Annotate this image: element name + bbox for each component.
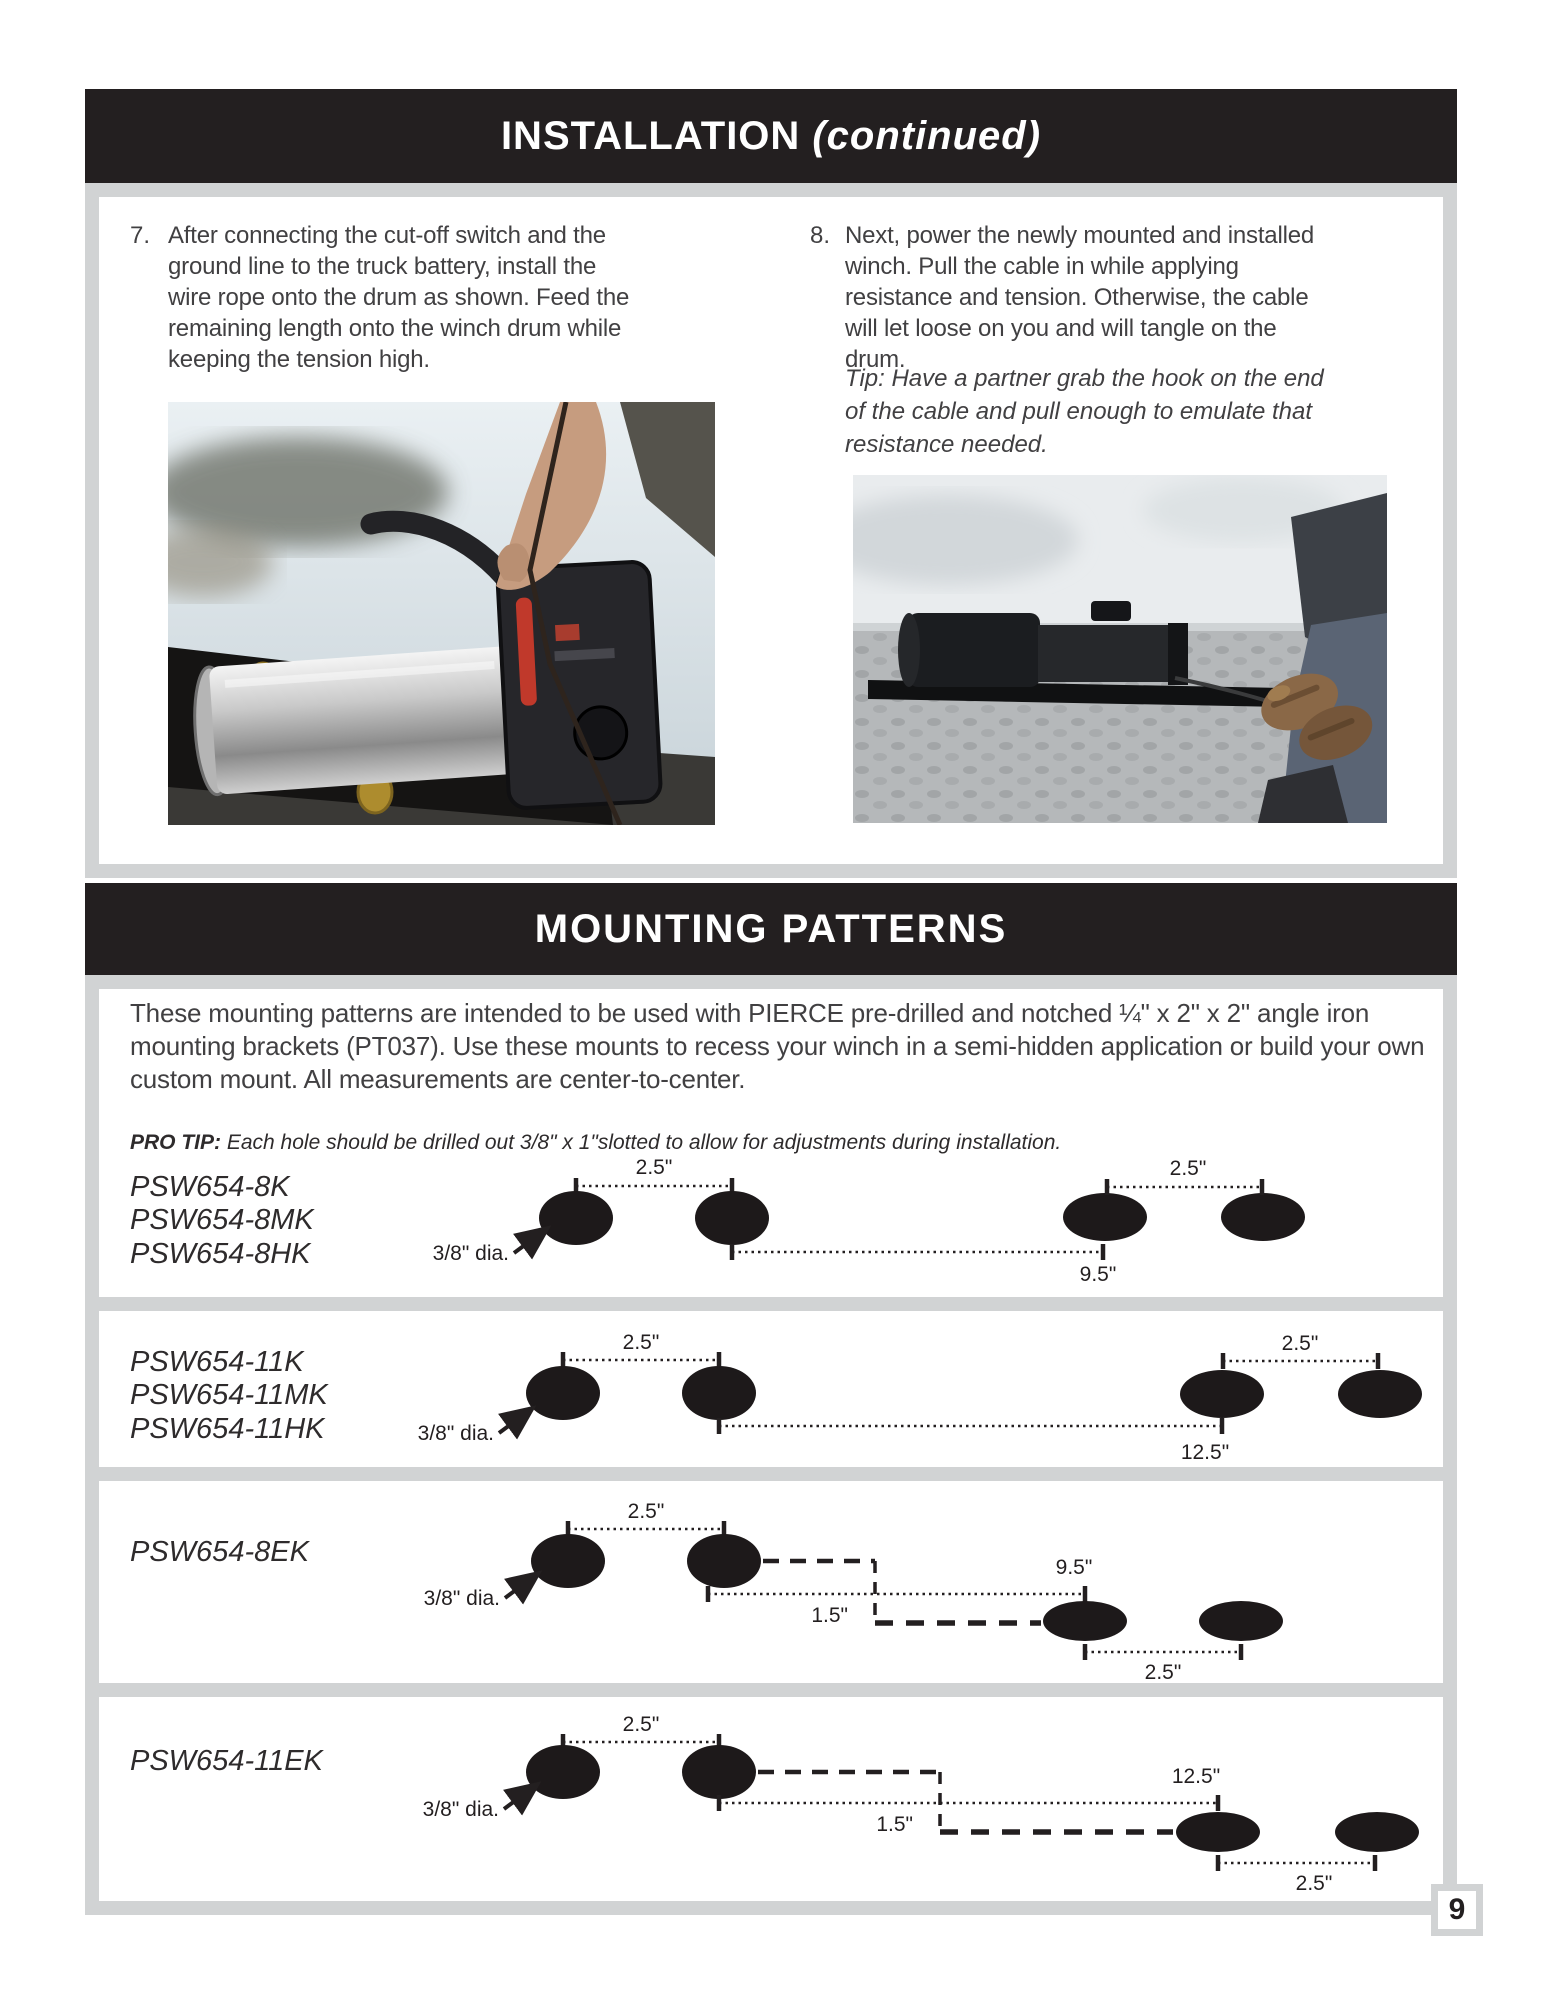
hole-dia-label: 3/8" dia. xyxy=(422,1798,499,1821)
leader-arrow-icon xyxy=(499,1410,530,1433)
model-label: PSW654-8EK xyxy=(130,1536,309,1568)
step7-number: 7. xyxy=(130,222,151,249)
model-label: PSW654-11K xyxy=(130,1346,304,1378)
mounting-hole xyxy=(1338,1370,1422,1418)
mounting-title: MOUNTING PATTERNS xyxy=(534,906,1008,951)
dim-label-span: 9.5" xyxy=(1055,1556,1093,1579)
dim-label-pair: 2.5" xyxy=(622,1331,660,1354)
hole-dia-label: 3/8" dia. xyxy=(432,1242,509,1265)
installation-title: INSTALLATION xyxy=(500,113,801,158)
model-label: PSW654-11MK xyxy=(130,1379,328,1411)
dim-label-span: 12.5" xyxy=(1180,1441,1230,1464)
hole-dia-label: 3/8" dia. xyxy=(417,1422,494,1445)
dim-label-offset: 1.5" xyxy=(876,1813,913,1836)
mounting-hole xyxy=(539,1191,613,1245)
pro-tip-text: Each hole should be drilled out 3/8" x 1"slotted to allow for adjustments during installation. xyxy=(221,1131,1062,1154)
photo1-red-detail xyxy=(555,624,580,641)
step8-text: Next, power the newly mounted and installed winch. Pull the cable in while applying resistance and tension. Otherwise, the cable will let loose on you and will tangle on the drum. xyxy=(845,222,1315,373)
dim-label-pair: 2.5" xyxy=(1144,1661,1182,1683)
leader-arrow-icon xyxy=(505,1575,536,1598)
mounting-hole xyxy=(1199,1601,1283,1641)
leader-arrow-icon xyxy=(514,1230,545,1253)
step8-number: 8. xyxy=(810,222,831,249)
pattern-diagram-8k xyxy=(99,1140,1443,1297)
pattern-diagram-11ek xyxy=(99,1697,1443,1901)
mounting-hole xyxy=(687,1534,761,1588)
photo1-motor-group xyxy=(497,561,661,809)
pro-tip-label: PRO TIP: xyxy=(130,1131,222,1154)
step8-tip: Tip: Have a partner grab the hook on the end of the cable and pull enough to emulate that resistance needed. xyxy=(845,365,1324,458)
mounting-hole xyxy=(1180,1370,1264,1418)
dim-label-pair: 2.5" xyxy=(622,1713,660,1736)
mounting-hole xyxy=(1335,1812,1419,1852)
photo2-drum xyxy=(1038,625,1170,682)
photo2-upright xyxy=(1168,623,1188,685)
dim-label-offset: 1.5" xyxy=(811,1604,848,1627)
step7-photo xyxy=(168,402,715,825)
step8-photo xyxy=(853,475,1387,823)
pattern-diagram-8ek xyxy=(99,1481,1443,1683)
page-number-badge xyxy=(1431,1884,1483,1936)
mounting-header-bar xyxy=(85,883,1457,975)
installation-title-suffix: (continued) xyxy=(812,113,1042,158)
hole-dia-label: 3/8" dia. xyxy=(423,1587,500,1610)
model-label: PSW654-11EK xyxy=(130,1745,323,1777)
mounting-hole xyxy=(1176,1812,1260,1852)
mounting-hole xyxy=(682,1745,756,1799)
pattern-diagram-11k xyxy=(99,1311,1443,1467)
photo2-motor xyxy=(908,613,1040,687)
installation-header-bar xyxy=(85,89,1457,183)
photo1-drum-group xyxy=(191,646,517,796)
dim-label-pair: 2.5" xyxy=(1169,1157,1207,1180)
dim-label-pair: 2.5" xyxy=(627,1500,665,1523)
photo2-solenoid xyxy=(1091,601,1131,621)
mounting-hole xyxy=(526,1366,600,1420)
model-label: PSW654-8K xyxy=(130,1171,290,1203)
mounting-hole xyxy=(1043,1601,1127,1641)
step7-text: After connecting the cut-off switch and the ground line to the truck battery, install the wire rope onto the drum as shown. Feed the remaining length onto the winch drum while keeping the tension high. xyxy=(168,222,630,373)
mounting-hole xyxy=(682,1366,756,1420)
mounting-hole xyxy=(695,1191,769,1245)
dim-label-span: 12.5" xyxy=(1171,1765,1221,1788)
photo2-motor-cap xyxy=(898,613,920,687)
page-number: 9 xyxy=(1448,1893,1466,1926)
dim-label-pair: 2.5" xyxy=(1295,1872,1333,1895)
leader-arrow-icon xyxy=(504,1786,535,1809)
model-label: PSW654-8MK xyxy=(130,1204,314,1236)
dim-label-span: 9.5" xyxy=(1079,1263,1117,1286)
model-label: PSW654-11HK xyxy=(130,1413,325,1445)
mounting-intro: These mounting patterns are intended to be used with PIERCE pre-drilled and notched ¼" x 2" x 2" angle iron mounting brackets (PT037). Use these mounts to recess your winch in a semi-hidden application or build your own custom mount. All measurements are center-to-center. xyxy=(130,998,1425,1094)
model-label: PSW654-8HK xyxy=(130,1238,311,1270)
mounting-hole xyxy=(526,1745,600,1799)
mounting-hole xyxy=(531,1534,605,1588)
mounting-hole xyxy=(1063,1193,1147,1241)
mounting-hole xyxy=(1221,1193,1305,1241)
dim-label-pair: 2.5" xyxy=(635,1156,673,1179)
dim-label-pair: 2.5" xyxy=(1281,1332,1319,1355)
